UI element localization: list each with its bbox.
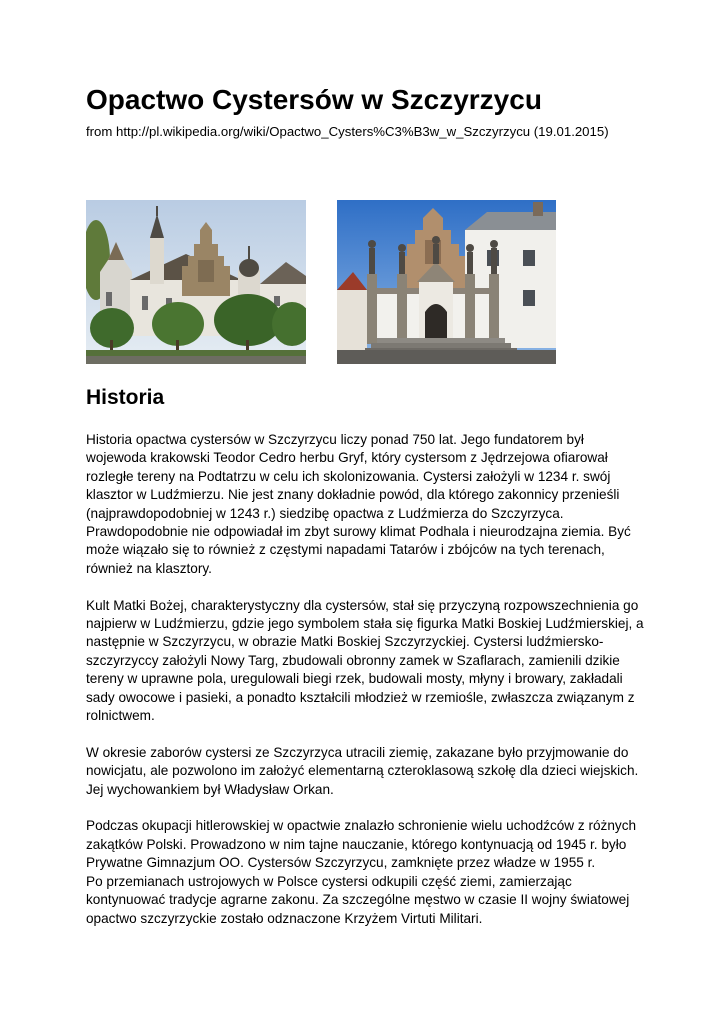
text-line: zakątków Polski. Prowadzono w nim tajne nauczanie, którego kontynuacją od 1945 r. było — [86, 836, 627, 852]
text-line: nowicjatu, ale pozwolono im założyć elementarną czteroklasową szkołę dla dzieci wiejskich. — [86, 763, 639, 779]
text-line: W okresie zaborów cystersi ze Szczyrzyca utracili ziemię, zakazane było przyjmowanie do — [86, 744, 629, 760]
abbey-church-illustration — [86, 200, 306, 364]
paragraph — [86, 597, 646, 726]
section-heading: Historia — [86, 386, 165, 409]
text-line: może wiązało się to również z częstymi napadami Tatarów i zbójców na tych terenach, — [86, 542, 605, 558]
text-line: kontynuować tradycje agrarne zakonu. Za szczególne męstwo w czasie II wojny światowej — [86, 892, 630, 908]
text-line: rozległe tereny na Podtatrzu w celu ich skolonizowania. Cystersi założyli w 1234 r. swój — [86, 468, 611, 484]
text-line: Prawdopodobnie nie odpowiadał im zbyt surowy klimat Podhala i nieurodzajna ziemia. Być — [86, 524, 631, 540]
text-line: Kult Matki Bożej, charakterystyczny dla cystersów, stał się przyczyną rozpowszechnienia go — [86, 597, 639, 613]
text-line: tereny w uprawne pola, uregulowali biegi rzek, budowali mosty, młyny i browary, zakładali — [86, 671, 623, 687]
source-line: from http://pl.wikipedia.org/wiki/Opactwo_Cysters%C3%B3w_w_Szczyrzycu (19.01.2015) — [86, 124, 609, 139]
abbey-gate-photo — [337, 200, 556, 364]
body-text — [86, 431, 646, 946]
paragraph — [86, 744, 646, 799]
text-line: również na klasztory. — [86, 560, 212, 576]
text-line: sady owocowe i pasieki, a ponadto kształcili młodzież w rzemiośle, zwłaszcza związanym z — [86, 689, 635, 705]
text-line: wojewoda krakowski Teodor Cedro herbu Gryf, który cystersom z Jędrzejowa ofiarował — [86, 450, 608, 466]
paragraph — [86, 431, 646, 578]
text-line: (najprawdopodobniej w 1243 r.) siedzibę opactwa z Ludźmierza do Szczyrzyca. — [86, 505, 564, 521]
paragraph — [86, 817, 646, 927]
text-line: Prywatne Gimnazjum OO. Cystersów Szczyrzycu, zamknięte przez władze w 1955 r. — [86, 855, 596, 871]
text-line: opactwo szczyrzyckie zostało odznaczone Krzyżem Virtuti Militari. — [86, 910, 483, 926]
text-line: najpierw w Ludźmierzu, gdzie jego symbolem stała się figurka Matki Boskiej Ludźmierskiej, a — [86, 616, 644, 632]
abbey-church-photo — [86, 200, 306, 364]
text-line: Jej wychowankiem był Władysław Orkan. — [86, 781, 334, 797]
page-title: Opactwo Cystersów w Szczyrzycu — [86, 84, 542, 115]
text-line: rolnictwem. — [86, 708, 155, 724]
abbey-gate-illustration — [337, 200, 556, 364]
text-line: szczyrzyccy założyli Nowy Targ, zbudowali obronny zamek w Szaflarach, zamienili dzikie — [86, 652, 620, 668]
text-line: Po przemianach ustrojowych w Polsce cystersi odkupili część ziemi, zamierzając — [86, 873, 572, 889]
text-line: Historia opactwa cystersów w Szczyrzycu liczy ponad 750 lat. Jego fundatorem był — [86, 432, 584, 447]
text-line: następnie w Szczyrzycu, w obrazie Matki Boskiej Szczyrzyckiej. Cystersi ludźmiersko- — [86, 634, 604, 650]
text-line: klasztor w Ludźmierzu. Nie jest znany dokładnie powód, dla którego zakonnicy przenieśli — [86, 487, 620, 503]
text-line: Podczas okupacji hitlerowskiej w opactwie znalazło schronienie wielu uchodźców z różnych — [86, 818, 637, 834]
